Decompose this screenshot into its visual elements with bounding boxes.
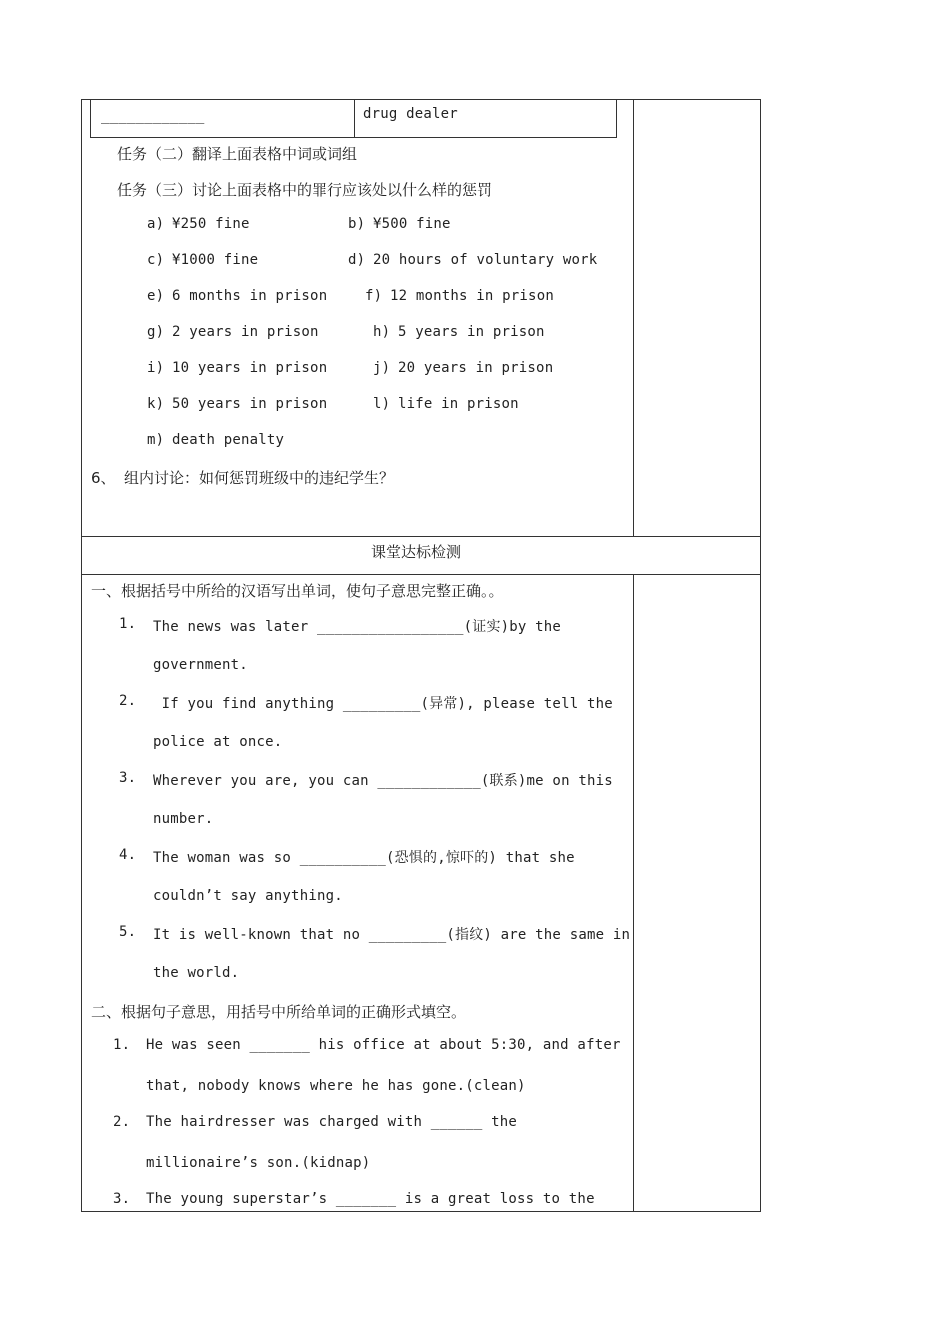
inner-table (90, 100, 617, 138)
exercise-line: government. (153, 657, 248, 673)
option-letter: c) (147, 252, 165, 268)
column-divider-upper (633, 99, 634, 536)
option-text: death penalty (172, 432, 285, 448)
exercise-line: number. (153, 811, 214, 827)
option-text: ¥1000 fine (172, 252, 259, 268)
exercise-line: couldn’t say anything. (153, 888, 343, 904)
inner-table-divider (354, 100, 355, 137)
exercise-number: 4. (119, 847, 137, 863)
option-letter: l) (373, 396, 391, 412)
option-text: 6 months in prison (172, 288, 328, 304)
option-text: 5 years in prison (398, 324, 545, 340)
option-text: ¥500 fine (373, 216, 451, 232)
outer-border-left (81, 99, 82, 1212)
exercise-line: millionaire’s son.(kidnap) (146, 1155, 371, 1171)
item-6-text: 组内讨论：如何惩罚班级中的违纪学生？ (124, 469, 395, 487)
exercise-line: the world. (153, 965, 240, 981)
exercise-line: Wherever you are, you can ____________(联系)me on this (153, 773, 613, 789)
option-letter: f) (365, 288, 383, 304)
option-letter: g) (147, 324, 165, 340)
exercise-number: 2. (113, 1114, 131, 1130)
exercise-number: 3. (119, 770, 137, 786)
option-text: life in prison (398, 396, 519, 412)
task-3-text: 任务（三）讨论上面表格中的罪行应该处以什么样的惩罚 (117, 181, 493, 199)
section-title: 课堂达标检测 (371, 543, 462, 561)
exercise-number: 2. (119, 693, 137, 709)
exercise-line: If you find anything _________(异常), please tell the (153, 696, 613, 712)
outer-border-bottom (81, 1211, 761, 1212)
row-divider-1 (81, 536, 761, 537)
option-letter: k) (147, 396, 165, 412)
exercise-line: He was seen _______ his office at about 5:30, and after (146, 1037, 621, 1053)
exercise-line: The hairdresser was charged with ______ the (146, 1114, 518, 1130)
inner-table-blank: ____________ (101, 108, 205, 124)
option-text: 10 years in prison (172, 360, 328, 376)
exercise-number: 5. (119, 924, 137, 940)
exercise-line: police at once. (153, 734, 283, 750)
option-text: 2 years in prison (172, 324, 319, 340)
option-letter: m) (147, 432, 165, 448)
option-letter: j) (373, 360, 391, 376)
exercise-line: The woman was so __________(恐惧的,惊吓的) that she (153, 850, 575, 866)
option-letter: b) (348, 216, 366, 232)
exercise-line: The news was later _________________(证实)by the (153, 619, 562, 635)
inner-table-term: drug dealer (363, 106, 458, 122)
option-text: 50 years in prison (172, 396, 328, 412)
option-letter: i) (147, 360, 165, 376)
exercise-number: 1. (119, 616, 137, 632)
task-2-text: 任务（二）翻译上面表格中词或词组 (117, 145, 358, 163)
option-text: ¥250 fine (172, 216, 250, 232)
option-text: 12 months in prison (390, 288, 554, 304)
exercise-line: that, nobody knows where he has gone.(clean) (146, 1078, 526, 1094)
exercise-line: It is well-known that no _________(指纹) are the same in (153, 927, 631, 943)
option-letter: d) (348, 252, 366, 268)
column-divider-lower (633, 574, 634, 1212)
row-divider-2 (81, 574, 761, 575)
exercise-number: 1. (113, 1037, 131, 1053)
option-letter: h) (373, 324, 391, 340)
option-text: 20 hours of voluntary work (373, 252, 598, 268)
part-2-heading: 二、根据句子意思，用括号中所给单词的正确形式填空。 (91, 1003, 467, 1021)
exercise-line: The young superstar’s _______ is a great loss to the (146, 1191, 595, 1207)
option-letter: a) (147, 216, 165, 232)
outer-border-right (760, 99, 761, 1212)
item-6-number: 6、 (91, 469, 116, 487)
option-text: 20 years in prison (398, 360, 554, 376)
option-letter: e) (147, 288, 165, 304)
exercise-number: 3. (113, 1191, 131, 1207)
part-1-heading: 一、根据括号中所给的汉语写出单词，使句子意思完整正确。。 (91, 582, 504, 600)
